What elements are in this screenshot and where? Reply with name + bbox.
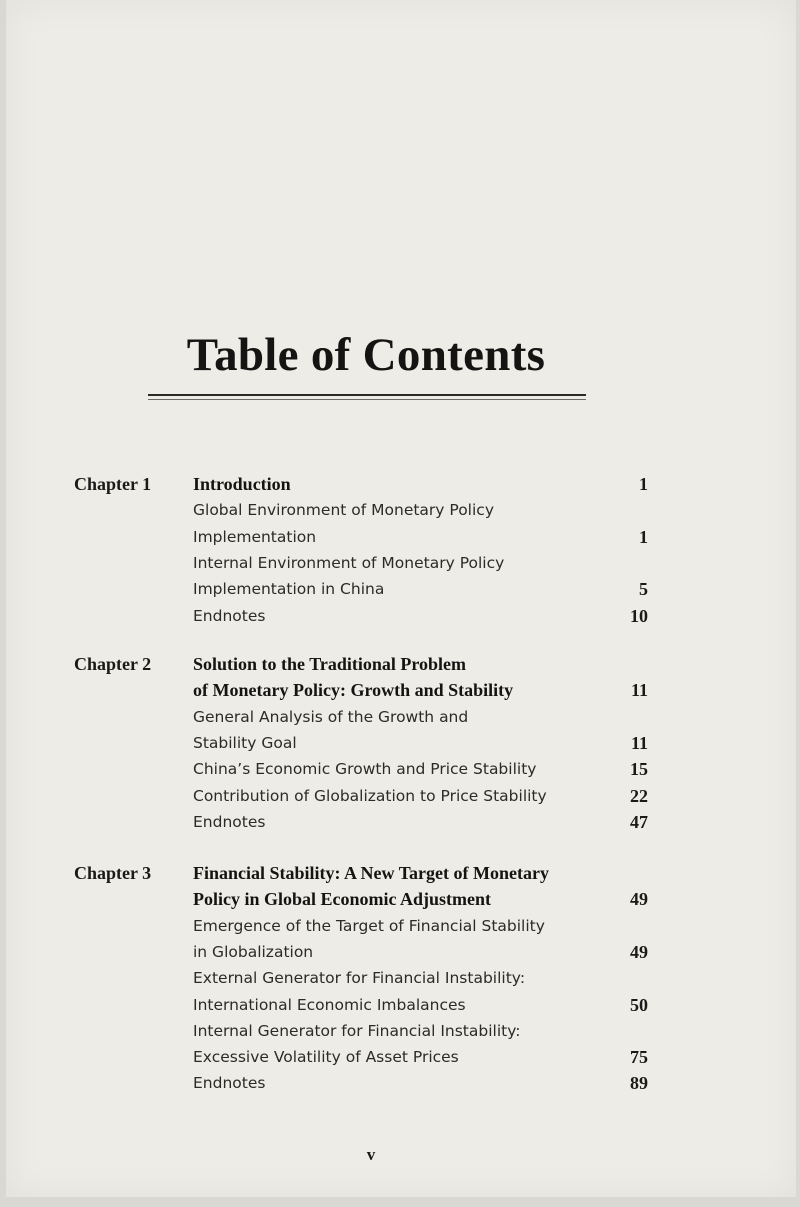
page-ref: 1 (639, 526, 648, 547)
toc-row (6, 809, 796, 835)
toc-row (6, 730, 796, 756)
page-ref: 49 (630, 889, 648, 910)
chapter-title: Policy in Global Economic Adjustment (193, 889, 492, 910)
page-ref: 89 (630, 1073, 648, 1094)
page-ref: 75 (630, 1047, 648, 1068)
toc-row (6, 992, 796, 1018)
title-rule-thin (148, 399, 586, 400)
chapter-label: Chapter 2 (74, 654, 152, 674)
toc-row (6, 576, 796, 602)
section-title: Endnotes (193, 812, 266, 831)
toc-row (6, 704, 796, 730)
section-title: Stability Goal (193, 733, 297, 752)
toc-row (6, 860, 796, 886)
toc-row (6, 497, 796, 523)
toc-row (6, 756, 796, 782)
section-title: Internal Generator for Financial Instability: (193, 1021, 521, 1040)
title-rule (148, 394, 586, 396)
toc-row (6, 965, 796, 991)
toc-row (6, 471, 796, 497)
section-title: China’s Economic Growth and Price Stability (193, 760, 537, 779)
page-ref: 22 (630, 785, 648, 806)
toc-row (6, 603, 796, 629)
chapter-title: Financial Stability: A New Target of Monetary (193, 863, 549, 883)
toc-row (6, 651, 796, 677)
page-ref: 47 (630, 811, 648, 832)
toc-row (6, 550, 796, 576)
section-title: Implementation in China (193, 580, 385, 599)
section-title: General Analysis of the Growth and (193, 707, 469, 726)
chapter-title: of Monetary Policy: Growth and Stability (193, 680, 514, 701)
page-number: v (366, 1145, 376, 1164)
page-ref: 15 (630, 759, 648, 780)
section-title: Emergence of the Target of Financial Stability (193, 916, 545, 935)
toc-row (6, 939, 796, 965)
toc-row (6, 1044, 796, 1070)
page-title: Table of Contents (186, 329, 546, 381)
toc-row (6, 524, 796, 550)
toc-row (6, 886, 796, 912)
section-title: Endnotes (193, 606, 266, 625)
toc-row (6, 677, 796, 703)
toc-row (6, 783, 796, 809)
section-title: in Globalization (193, 942, 314, 961)
section-title: International Economic Imbalances (193, 995, 466, 1014)
book-page (6, 0, 796, 1197)
toc-row (6, 1070, 796, 1096)
chapter-label: Chapter 1 (74, 474, 152, 494)
section-title: External Generator for Financial Instability: (193, 969, 526, 988)
page-ref: 10 (630, 605, 648, 626)
toc-row (6, 1018, 796, 1044)
chapter-label: Chapter 3 (74, 863, 152, 883)
section-title: Global Environment of Monetary Policy (193, 501, 494, 520)
section-title: Internal Environment of Monetary Policy (193, 553, 505, 572)
page-ref: 1 (639, 474, 648, 494)
page-ref: 11 (630, 680, 648, 701)
page-ref: 11 (630, 732, 648, 753)
page-ref: 5 (639, 579, 648, 600)
page-ref: 49 (630, 941, 648, 962)
section-title: Endnotes (193, 1074, 266, 1093)
chapter-title: Introduction (193, 474, 291, 494)
page-ref: 50 (630, 994, 648, 1015)
section-title: Implementation (193, 527, 317, 546)
toc-row (6, 913, 796, 939)
section-title: Contribution of Globalization to Price Stability (193, 786, 547, 805)
chapter-title: Solution to the Traditional Problem (193, 654, 467, 674)
section-title: Excessive Volatility of Asset Prices (193, 1048, 459, 1067)
